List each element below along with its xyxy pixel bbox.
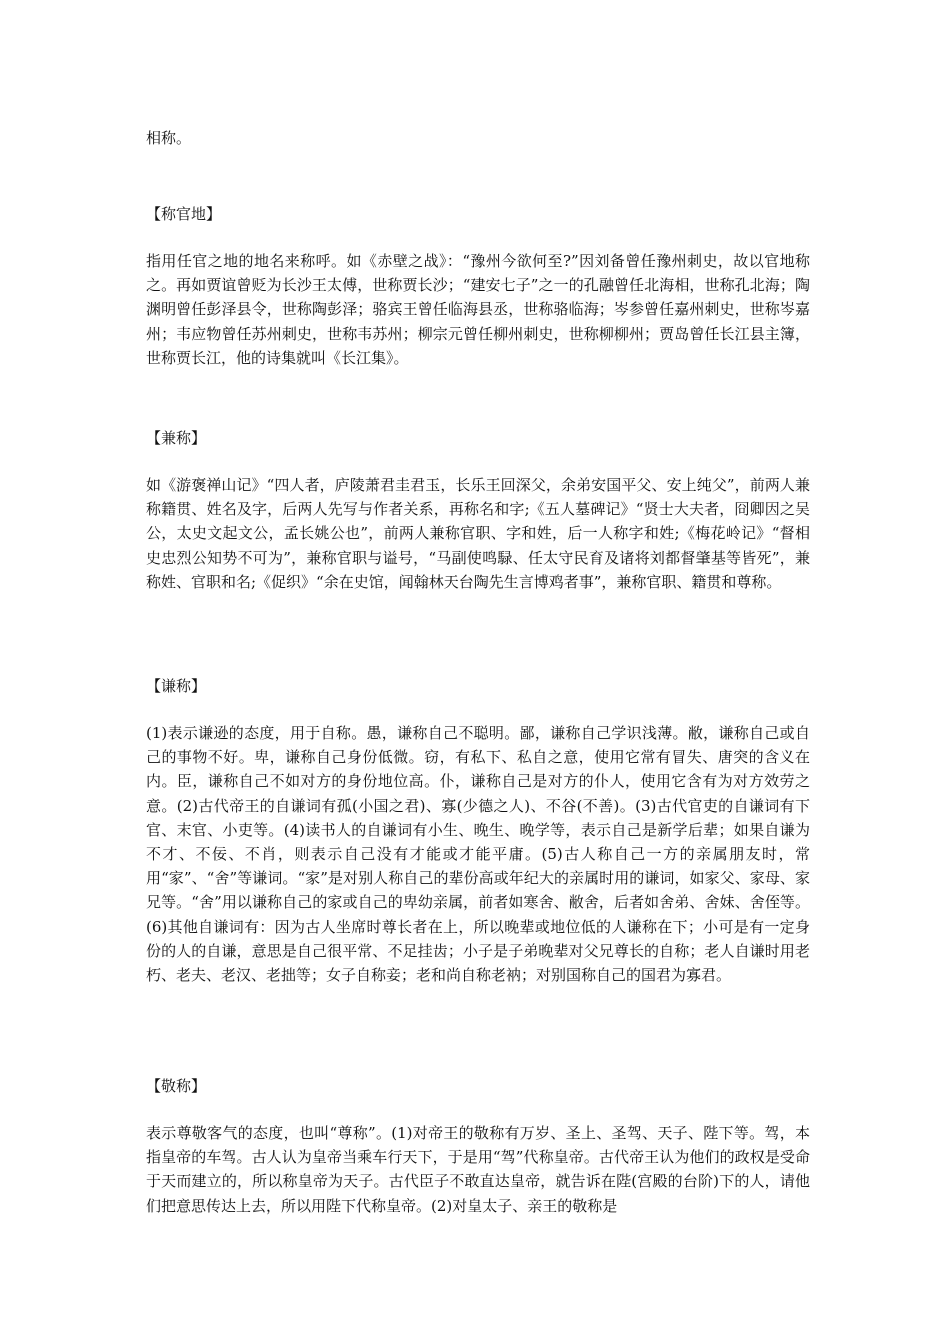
heading-qian-cheng: 【谦称】 — [146, 677, 207, 695]
paragraph-cheng-guan-di: 指用任官之地的地名来称呼。如《赤壁之战》：“豫州今欲何至?”因刘备曾任豫州刺史，故以官地称之。再如贾谊曾贬为长沙王太傅，世称贾长沙；“建安七子”之一的孔融曾任北海相，世称孔北海；陶渊明曾任彭泽县令，世称陶彭泽；骆宾王曾任临海县丞，世称骆临海；岑参曾任嘉州刺史，世称岑嘉州；韦应物曾任苏州刺史，世称韦苏州；柳宗元曾任柳州刺史，世称柳柳州；贾岛曾任长江县主簿，世称贾长江，他的诗集就叫《长江集》。 — [146, 252, 810, 367]
paragraph-jian-cheng: 如《游褒禅山记》“四人者，庐陵萧君圭君玉，长乐王回深父，余弟安国平父、安上纯父”，前两人兼称籍贯、姓名及字，后两人先写与作者关系，再称名和字;《五人墓碑记》“贤士大夫者，冏卿因之吴公，太史文起文公，孟长姚公也”，前两人兼称官职、字和姓，后一人称字和姓;《梅花岭记》“督相史忠烈公知势不可为”，兼称官职与谥号，“马副使鸣騄、任太守民育及诸将刘都督肇基等皆死”，兼称姓、官职和名;《促织》“余在史馆，闻翰林天台陶先生言博鸡者事”，兼称官职、籍贯和尊称。 — [146, 476, 810, 591]
paragraph-qian-cheng: (1)表示谦逊的态度，用于自称。愚，谦称自己不聪明。鄙，谦称自己学识浅薄。敝，谦称自己或自己的事物不好。卑，谦称自己身份低微。窃，有私下、私自之意，使用它常有冒失、唐突的含义在内。臣，谦称自己不如对方的身份地位高。仆，谦称自己是对方的仆人，使用它含有为对方效劳之意。(2)古代帝王的自谦词有孤(小国之君)、寡(少德之人)、不谷(不善)。(3)古代官吏的自谦词有下官、末官、小吏等。(4)读书人的自谦词有小生、晚生、晚学等，表示自己是新学后辈；如果自谦为不才、不佞、不肖，则表示自己没有才能或才能平庸。(5)古人称自己一方的亲属朋友时，常用“家”、“舍”等谦词。“家”是对别人称自己的辈份高或年纪大的亲属时用的谦词，如家父、家母、家兄等。“舍”用以谦称自己的家或自己的卑幼亲属，前者如寒舍、敝舍，后者如舍弟、舍妹、舍侄等。(6)其他自谦词有：因为古人坐席时尊长者在上，所以晚辈或地位低的人谦称在下；小可是有一定身份的人的自谦，意思是自己很平常、不足挂齿；小子是子弟晚辈对父兄尊长的自称；老人自谦时用老朽、老夫、老汉、老拙等；女子自称妾；老和尚自称老衲；对别国称自己的国君为寡君。 — [146, 724, 810, 985]
heading-jing-cheng: 【敬称】 — [146, 1077, 207, 1095]
paragraph-jing-cheng: 表示尊敬客气的态度，也叫“尊称”。(1)对帝王的敬称有万岁、圣上、圣驾、天子、陛下等。驾，本指皇帝的车驾。古人认为皇帝当乘车行天下，于是用“驾”代称皇帝。古代帝王认为他们的政权是受命于天而建立的，所以称皇帝为天子。古代臣子不敢直达皇帝，就告诉在陛(宫殿的台阶)下的人，请他们把意思传达上去，所以用陛下代称皇帝。(2)对皇太子、亲王的敬称是 — [146, 1124, 810, 1215]
heading-jian-cheng: 【兼称】 — [146, 429, 207, 447]
intro-tail-text: 相称。 — [146, 129, 192, 147]
heading-cheng-guan-di: 【称官地】 — [146, 205, 222, 223]
